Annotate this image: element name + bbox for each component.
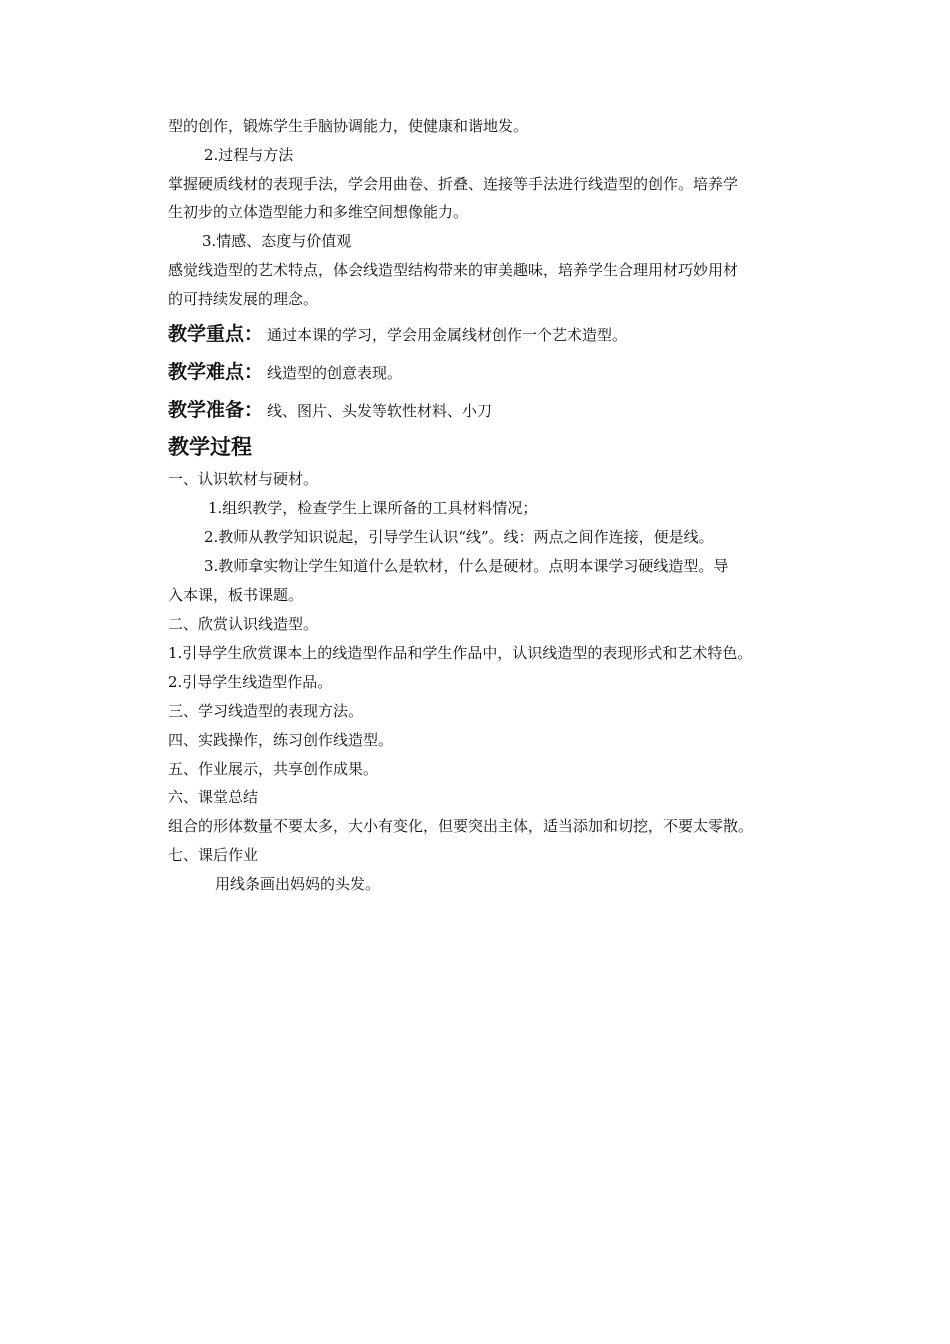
difficulty-row xyxy=(168,357,402,384)
key-points-text: 通过本课的学习，学会用金属线材创作一个艺术造型。 xyxy=(267,326,628,344)
section-7-heading: 七、课后作业 xyxy=(168,846,259,864)
emotion-line-2: 的可持续发展的理念。 xyxy=(168,290,319,308)
section-2-item-1: 1.引导学生欣赏课本上的线造型作品和学生作品中，认识线造型的表现形式和艺术特色。 xyxy=(168,644,753,662)
emotion-heading: 3.情感、态度与价值观 xyxy=(202,232,352,250)
preparation-text: 线、图片、头发等软性材料、小刀 xyxy=(267,402,493,420)
section-2-heading: 二、欣赏认识线造型。 xyxy=(168,615,319,633)
process-method-line-2: 生初步的立体造型能力和多维空间想像能力。 xyxy=(168,203,469,221)
process-method-heading: 2.过程与方法 xyxy=(204,146,294,164)
key-points-label: 教学重点： xyxy=(168,323,264,345)
section-1-item-3: 3.教师拿实物让学生知道什么是软材，什么是硬材。点明本课学习硬线造型。导 xyxy=(204,557,729,575)
key-points-row xyxy=(168,319,627,346)
preparation-row xyxy=(168,395,492,422)
section-7-text: 用线条画出妈妈的头发。 xyxy=(215,875,381,893)
difficulty-text: 线造型的创意表现。 xyxy=(267,364,403,382)
section-3-heading: 三、学习线造型的表现方法。 xyxy=(168,702,364,720)
section-2-item-2: 2.引导学生线造型作品。 xyxy=(168,673,333,691)
process-title: 教学过程 xyxy=(168,435,252,459)
process-method-line-1: 掌握硬质线材的表现手法，学会用曲卷、折叠、连接等手法进行线造型的创作。培养学 xyxy=(168,175,739,193)
section-6-heading: 六、课堂总结 xyxy=(168,788,259,806)
section-1-item-2: 2.教师从教学知识说起，引导学生认识“线”。线：两点之间作连接，便是线。 xyxy=(204,528,714,546)
emotion-line-1: 感觉线造型的艺术特点，体会线造型结构带来的审美趣味，培养学生合理用材巧妙用材 xyxy=(168,261,739,279)
section-1-item-3-cont: 入本课，板书课题。 xyxy=(168,586,304,604)
section-5-heading: 五、作业展示，共享创作成果。 xyxy=(168,760,379,778)
goal-line-1: 型的创作，锻炼学生手脑协调能力，使健康和谐地发。 xyxy=(168,117,529,135)
section-6-text: 组合的形体数量不要太多，大小有变化，但要突出主体，适当添加和切挖，不要太零散。 xyxy=(168,817,754,835)
preparation-label: 教学准备： xyxy=(168,399,264,421)
section-4-heading: 四、实践操作，练习创作线造型。 xyxy=(168,731,394,749)
difficulty-label: 教学难点： xyxy=(168,361,264,383)
section-1-heading: 一、认识软材与硬材。 xyxy=(168,470,319,488)
section-1-item-1: 1.组织教学，检查学生上课所备的工具材料情况； xyxy=(208,499,538,517)
